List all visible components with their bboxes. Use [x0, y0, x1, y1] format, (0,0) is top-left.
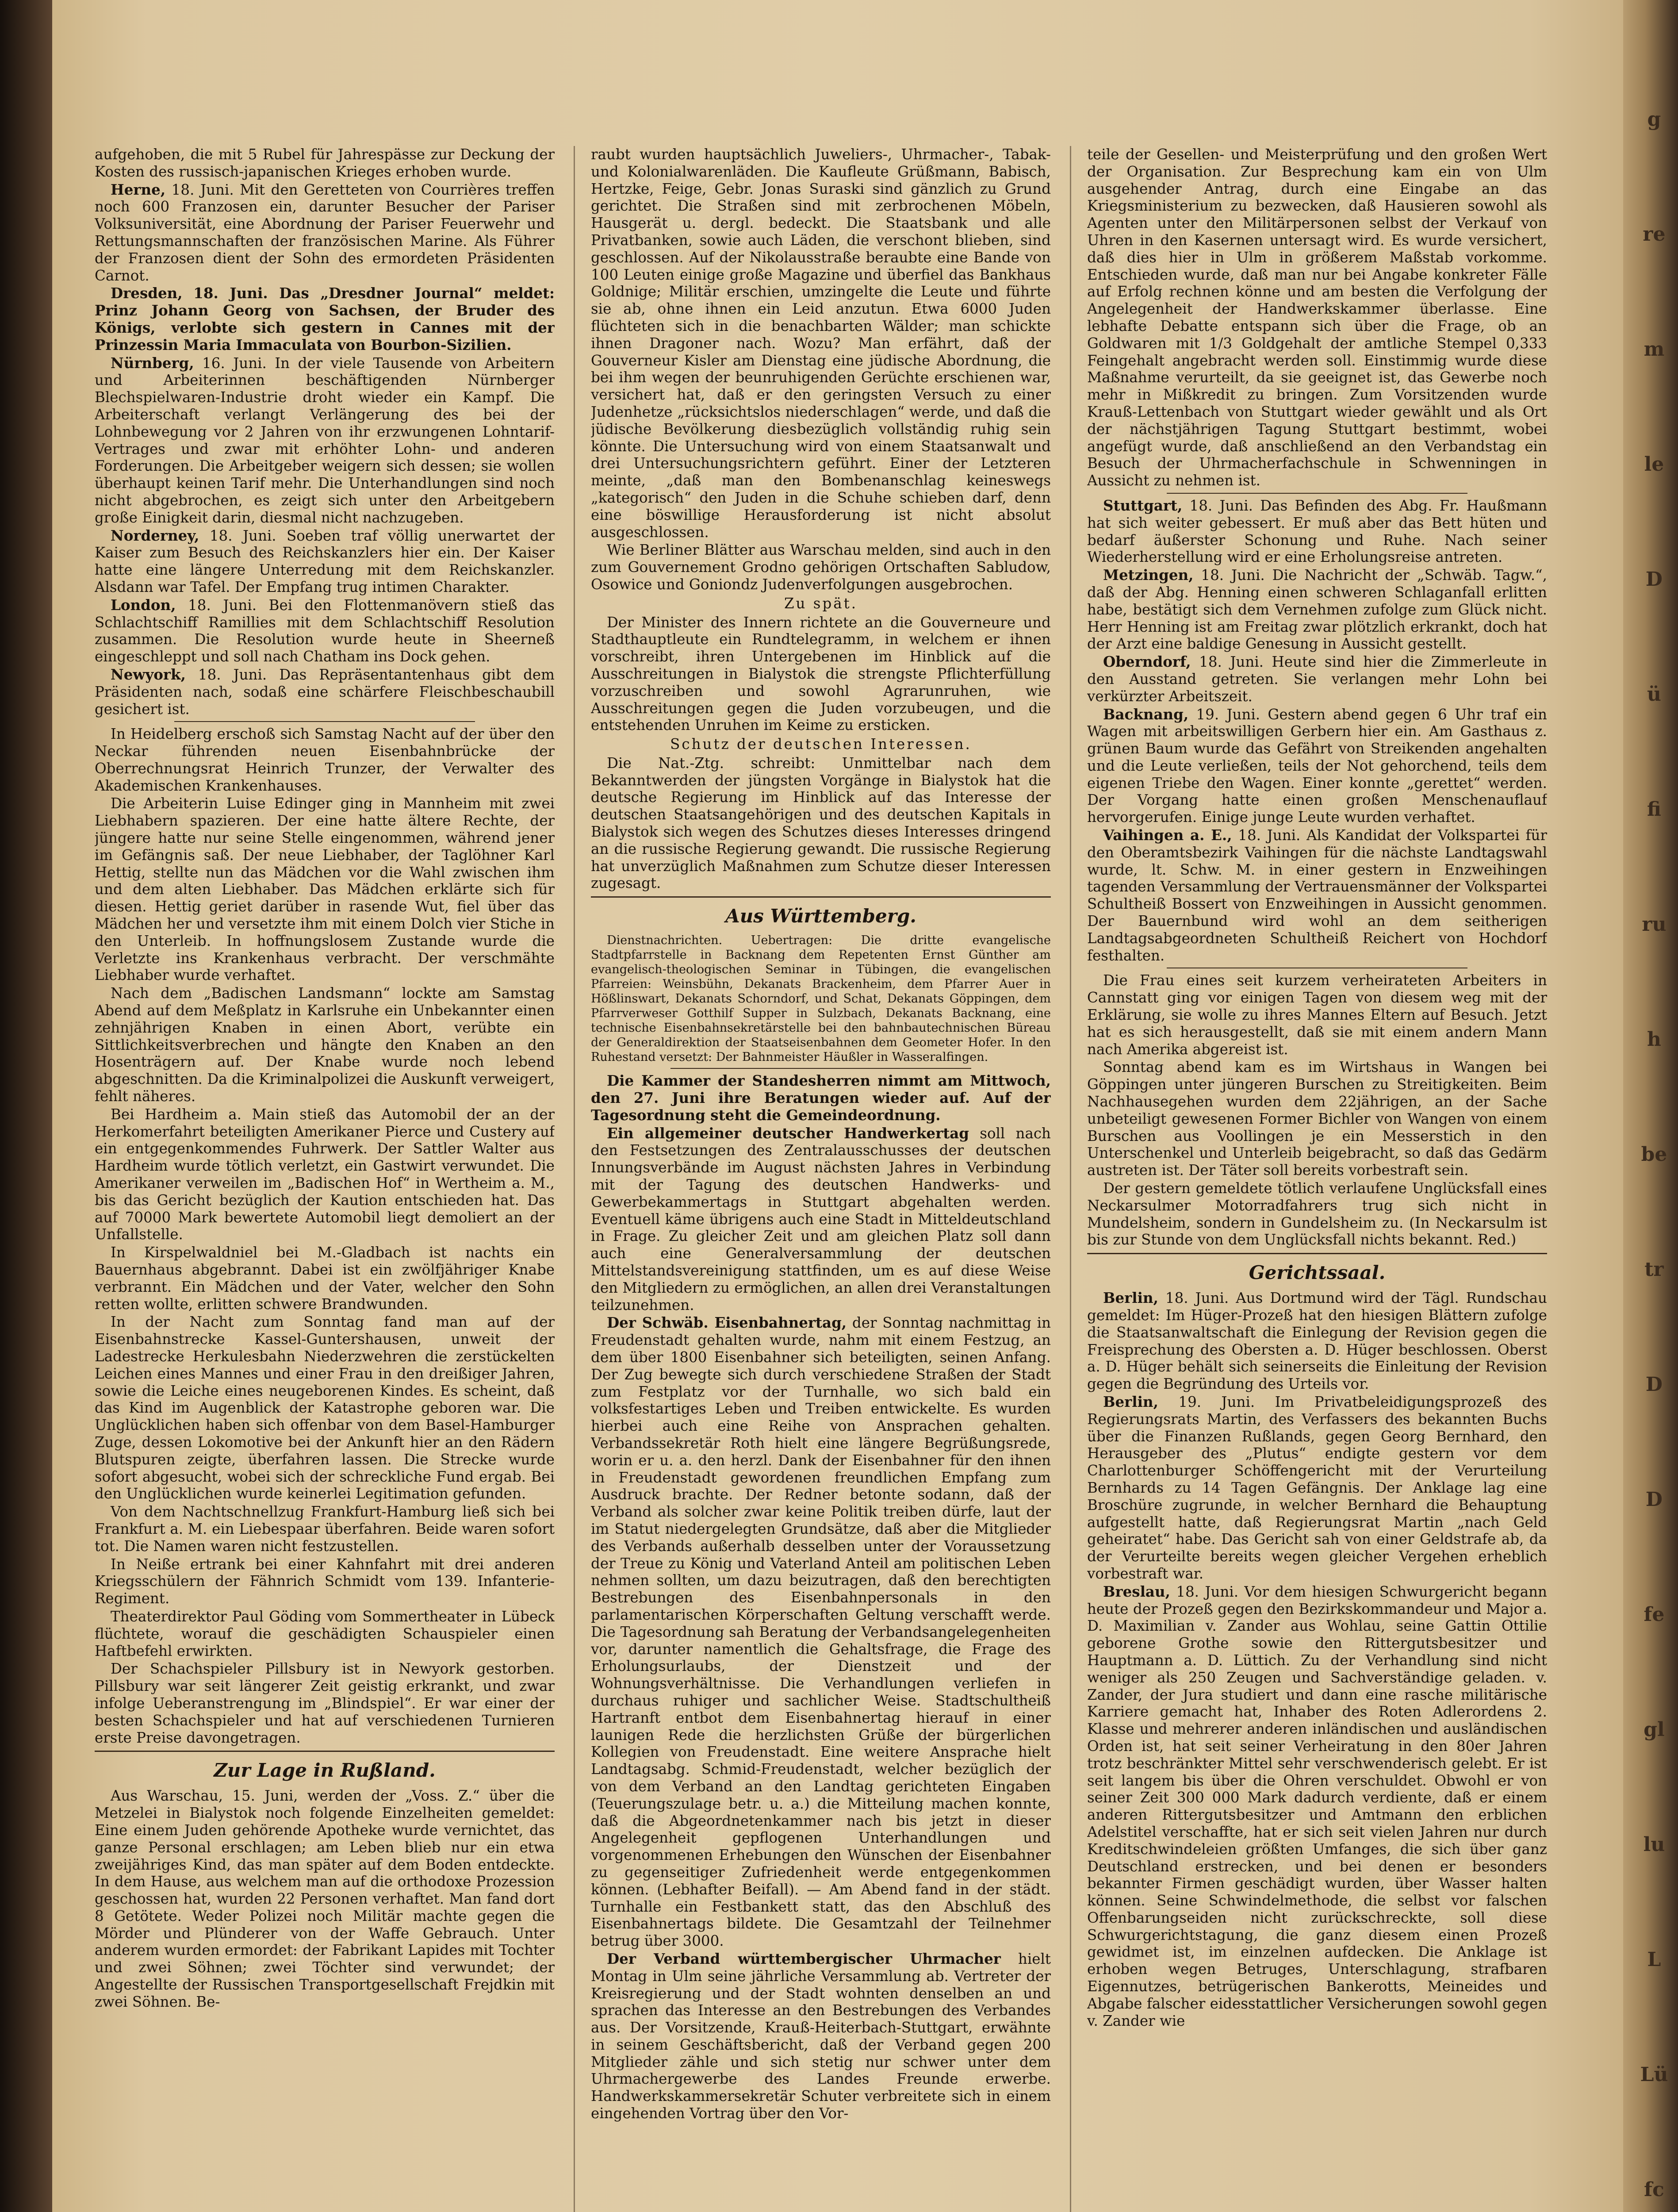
edge-fragment: le: [1644, 453, 1664, 476]
news-item: Die Frau eines seit kurzem verheirateten Arbeiters in Cannstatt ging vor einigen Tagen von diesem weg mit der Erklärung, sie wolle zu ihres Mannes Eltern auf Besuch. Jetzt hat es sich herausgestellt, daß sie mit einem andern Mann nach Amerika abgereist ist.: [1087, 972, 1547, 1058]
news-item: Nach dem „Badischen Landsmann“ lockte am Samstag Abend auf dem Meßplatz in Karlsruhe ein Unbekannter einen zehnjährigen Knaben in einen Abort, verübte ein Sittlichkeitsverbrechen und hängte den Knaben an den Hosenträgern auf. Der Knabe wurde noch lebend abgeschnitten. Da die Kriminalpolizei die Auskunft verweigert, fehlt näheres.: [95, 985, 555, 1105]
article-text: Wie Berliner Blätter aus Warschau melden, sind auch in den zum Gouvernement Grodno gehörigen Ortschaften Sabludow, Osowice und Goniondz Judenverfolgungen ausgebrochen.: [591, 541, 1051, 593]
next-page-edge-text: [1636, 53, 1672, 2212]
edge-fragment: D: [1645, 1488, 1663, 1511]
news-item: Bei Hardheim a. Main stieß das Automobil der an der Herkomerfahrt beteiligten Amerikaner Pierce und Custery auf ein entgegenkommendes Fuhrwerk. Der Sattler Walter aus Hardheim wurde tötlich verletzt, ein Gastwirt verwundet. Die Amerikaner verweilen im „Badischen Hof“ in Wertheim a. M., bis das Gericht bezüglich der Kaution entschieden hat. Das auf 70000 Mark bewertete Automobil liegt demoliert an der Unfallstelle.: [95, 1106, 555, 1243]
edge-fragment: gl: [1644, 1718, 1665, 1741]
item-heading: Der Verband württembergischer Uhrmacher: [607, 1950, 1001, 1967]
news-text: 18. Juni. Vor dem hiesigen Schwurgericht begann heute der Prozeß gegen den Bezirkskommandeur und Major a. D. Maximilian v. Zander aus Wohlau, seine Gattin Ottilie geborene Grothe sowie den Rittergutsbesitzer und Hauptmann a. D. Lüttich. Zu der Verhandlung sind nicht weniger als 250 Zeugen und Sachverständige geladen. v. Zander, der Jura studiert und dann eine rasche militärische Karriere gemacht hat, Inhaber des Roten Adlerordens 2. Klasse und mehrerer anderen inländischen und ausländischen Orden ist, hat seit seiner Verheiratung in den 80er Jahren trotz beschränkter Mittel sehr verschwenderisch gelebt. Er ist seit langem bis über die Ohren verschuldet. Obwohl er von seiner Zeit 300 000 Mark dadurch verdiente, daß er einem anderen Rittergutsbesitzer und Amtmann den erblichen Adelstitel verschaffte, hat er sich seit vielen Jahren nur durch Kreditschwindeleien größten Umfanges, die sich über ganz Deutschland erstrecken, und bei denen er besonders bekannter Firmen geschädigt wurden, über Wasser halten können. Seine Schwindelmethode, die selbst vor falschen Offenbarungseiden nicht zurückschreckte, soll diese Schwurgerichtstagung, die ganz diesem einen Prozeß gewidmet ist, im einzelnen aufdecken. Die Anklage ist erhoben wegen Betruges, Unterschlagung, strafbaren Eigennutzes, betrügerischen Bankerotts, Meineides und Abgabe falscher eidesstattlicher Versicherungen sowohl gegen v. Zander wie: [1087, 1583, 1547, 2029]
news-text: 18. Juni. Bei den Flottenmanövern stieß das Schlachtschiff Ramillies mit dem Schlachtschiff Resolution zusammen. Die Resolution wurde heute in Sheerneß eingeschleppt und soll nach Chatham ins Dock gehen.: [95, 596, 555, 665]
section-divider: [591, 896, 1051, 898]
article-text: raubt wurden hauptsächlich Juweliers-, Uhrmacher-, Tabak- und Kolonialwarenläden. Die Kaufleute Grüßmann, Babisch, Hertzke, Feige, Gebr. Jonas Suraski sind gänzlich zu Grund gerichtet. Die Straßen sind mit zerbrochenen Möbeln, Hausgerät u. dergl. bedeckt. Die Staatsbank und alle Privatbanken, sowie auch Läden, die verschont blieben, sind geschlossen. Auf der Nikolausstraße beraubte eine Bande von 100 Leuten einige große Magazine und überfiel das Bankhaus Goldnige; Militär erschien, umzingelte die Leute und führte sie ab, ohne ihnen ein Leid anzutun. Etwa 6000 Juden flüchteten sich in die benachbarten Wälder; man schickte ihnen Dragoner nach. Wozu? Man erfährt, daß der Gouverneur Kisler am Dienstag eine jüdische Abordnung, die bei ihm wegen der beunruhigenden Gerüchte erschienen war, versichert hat, daß er den geringsten Versuch zu einer Judenhetze „rücksichtslos niederschlagen“ werde, und daß die jüdische Bevölkerung diesbezüglich vollständig ruhig sein könnte. Die Untersuchung wird von einem Staatsanwalt und drei Untersuchungsrichtern geführt. Einer der Letzteren meinte, „daß man den Bombenanschlag keineswegs „kategorisch“ den Juden in die Schuhe schieben darf, denn eine böswillige Herausforderung ist nicht absolut ausgeschlossen.: [591, 146, 1051, 541]
article-text: Der Minister des Innern richtete an die Gouverneure und Stadthauptleute ein Rundtelegramm, in welchem er ihnen vorschreibt, ihren Untergebenen im Hinblick auf die Ausschreitungen in Bialystok die strengste Pflichterfüllung vorzuschreiben und sowohl Agrarunruhen, wie Ausschreitungen gegen die Juden vorzubeugen, und die entstehenden Unruhen im Keime zu ersticken.: [591, 614, 1051, 734]
news-item: [95, 285, 555, 353]
article-text: Die Nat.-Ztg. schreibt: Unmittelbar nach dem Bekanntwerden der jüngsten Vorgänge in Bialystok hat die deutsche Regierung im Hinblick auf das Interesse der deutschen Staatsangehörigen und des deutschen Kapitals in Bialystok sich wegen des Schutzes dieses Interesses dringend an die russische Regierung gewandt. Die russische Regierung hat unverzüglich Maßnahmen zum Schutze dieser Interessen zugesagt.: [591, 754, 1051, 892]
news-item: [591, 1072, 1051, 1124]
dateline: Norderney,: [111, 526, 199, 544]
news-item: Der Schachspieler Pillsbury ist in Newyork gestorben. Pillsbury war seit längerer Zeit geistig erkrankt, und zwar infolge Ueberanstrengung im „Blindspiel“. Er war einer der besten Schachspieler und hat auf verschiedenen Turnieren erste Preise davongetragen.: [95, 1660, 555, 1746]
edge-fragment: fc: [1644, 2178, 1664, 2201]
news-text: 18. Juni. Das Repräsentantenhaus gibt dem Präsidenten nach, sodaß eine schärfere Fleischbeschaubill gesichert ist.: [95, 666, 555, 718]
column-1: [95, 146, 555, 2212]
news-text: 18. Juni. Das Befinden des Abg. Fr. Haußmann hat sich weiter gebessert. Er muß aber das Bett hüten und bedarf äußerster Schonung und Ruhe. Nach seiner Wiederherstellung wird er eine Erholungsreise antreten.: [1087, 497, 1547, 566]
subheading: Zu spät.: [784, 595, 858, 612]
dateline: Berlin,: [1103, 1393, 1158, 1410]
edge-fragment: tr: [1644, 1258, 1664, 1281]
article-text: teile der Gesellen- und Meisterprüfung und den großen Wert der Organisation. Zur Besprechung kam ein von Ulm ausgehender Antrag, durch eine Eingabe an das Kriegsministerium zu bezwecken, daß Hausieren sowohl als Agenten unter den Militärpersonen selbst der Verkauf von Uhren in den Kasernen untersagt wird. Es wurde versichert, daß dies hier in Ulm in größerem Maßstab vorkomme. Entschieden wurde, daß man nur bei Angabe konkreter Fälle auf Erfolg rechnen könne und am besten die Verfolgung der Angelegenheit der Handwerkskammer überlasse. Eine lebhafte Debatte entspann sich über die Frage, ob an Goldwaren mit 1/3 Goldgehalt der amtliche Stempel 0,333 Feingehalt angebracht werden soll. Einstimmig wurde diese Maßnahme verurteilt, da sie geeignet ist, das Gewerbe noch mehr in Mißkredit zu bringen. Zum Vorsitzenden wurde Krauß-Lettenbach von Stuttgart wieder gewählt und als Ort der nächstjährigen Tagung Stuttgart bestimmt, wobei angefügt wurde, daß anschließend an den Verbandstag ein Besuch der Uhrmacherfachschule in Schwenningen in Aussicht zu nehmen ist.: [1087, 146, 1547, 489]
news-item: [1087, 1394, 1547, 1582]
dateline: Dresden,: [111, 284, 183, 302]
news-item: [1087, 497, 1547, 566]
edge-fragment: ü: [1647, 683, 1661, 706]
subheading: Schutz der deutschen Interessen.: [670, 736, 972, 753]
edge-fragment: D: [1645, 1373, 1663, 1396]
news-text: 18. Juni. Die Nachricht der „Schwäb. Tagw.“, daß der Abg. Henning einen schweren Schlaganfall erlitten habe, bestätigt sich dem Vernehmen zufolge zum Glück nicht. Herr Henning ist am Freitag zwar plötzlich erkrankt, doch hat der Arzt eine baldige Genesung in Aussicht gestellt.: [1087, 567, 1547, 653]
news-item: [95, 527, 555, 596]
column-3: [1087, 146, 1547, 2212]
news-item: [95, 666, 555, 718]
news-item: [95, 181, 555, 284]
news-item: [1087, 827, 1547, 964]
edge-fragment: fe: [1644, 1603, 1665, 1626]
edge-fragment: re: [1643, 223, 1666, 246]
section-heading-gerichtssaal: Gerichtssaal.: [1249, 1262, 1386, 1284]
news-item: Der gestern gemeldete tötlich verlaufene Unglücksfall eines Neckarsulmer Motorradfahrers trug sich nicht in Mundelsheim, sondern in Gundelsheim zu. (In Neckarsulm ist bis zur Stunde von dem Unglücksfall nichts bekannt. Red.): [1087, 1180, 1547, 1248]
news-text: soll nach den Festsetzungen des Zentralausschusses der deutschen Innungsverbände im August nächsten Jahres in Verbindung mit der Tagung des deutschen Handwerks- und Gewerbekammertags in Stuttgart abgehalten werden. Eventuell käme übrigens auch eine Stadt in Mitteldeutschland in Frage. Zu gleicher Zeit und am gleichen Platz soll dann auch eine Generalversammlung der deutschen Mittelstandsvereinigung stattfinden, um es auf diese Weise den Mitgliedern zu ermöglichen, an allen drei Veranstaltungen teilzunehmen.: [591, 1125, 1051, 1313]
news-item: In Neiße ertrank bei einer Kahnfahrt mit drei anderen Kriegsschülern der Fähnrich Schmidt vom 139. Infanterie-Regiment.: [95, 1555, 555, 1607]
news-item: In Kirspelwaldniel bei M.-Gladbach ist nachts ein Bauernhaus abgebrannt. Dabei ist ein zwölfjähriger Knabe verbrannt. Ein Mädchen und der Vater, welcher den Sohn retten wollte, erlitten schwere Brandwunden.: [95, 1244, 555, 1313]
edge-fragment: m: [1644, 338, 1665, 361]
dateline: Oberndorf,: [1103, 653, 1191, 671]
column-2: [591, 146, 1051, 2212]
dateline: Backnang,: [1103, 705, 1189, 723]
news-item: [1087, 1583, 1547, 2030]
dateline: Vaihingen a. E.,: [1103, 826, 1232, 844]
divider: [670, 1068, 971, 1069]
edge-fragment: g: [1647, 108, 1661, 131]
dateline: Nürnberg,: [111, 354, 194, 372]
news-item: [1087, 1290, 1547, 1393]
news-text: der Sonntag nachmittag in Freudenstadt gehalten wurde, nahm mit einem Festzug, an dem über 1800 Eisenbahner sich beteiligten, seinen Anfang. Der Zug bewegte sich durch verschiedene Straßen der Stadt zum Festplatz vor der Turnhalle, wo sich bald ein volksfestartiges Leben und Treiben entwickelte. Es wurden hierbei auch eine Reihe von Ansprachen gehalten. Verbandssekretär Roth hielt eine längere Begrüßungsrede, worin er u. a. den herzl. Dank der Eisenbahner für den ihnen in Freudenstadt gewordenen freundlichen Empfang zum Ausdruck brachte. Der Redner betonte sodann, daß der Verband als solcher zwar keine Politik treiben dürfe, laut der im Statut niedergelegten Grundsätze, daß aber die Mitglieder des Verbands außerhalb desselben unter der Voraussetzung der Treue zu König und Vaterland Anteil am politischen Leben nehmen sollten, um dazu beizutragen, daß den berechtigten Bestrebungen des Eisenbahnpersonals in den parlamentarischen Körperschaften Geltung verschafft werde. Die Tagesordnung sah Beratung der Verbandsangelegenheiten vor, darunter namentlich die Gehaltsfrage, die Frage des Erholungsurlaubs, der Dienstzeit und der Wohnungsverhältnisse. Die Verhandlungen verliefen in durchaus ruhiger und sachlicher Weise. Stadtschultheiß Hartranft entbot dem Eisenbahnertag hierauf in einer launigen Rede die herzlichsten Grüße der bürgerlichen Kollegien von Freudenstadt. Eine weitere Ansprache hielt Landtagsabg. Schmid-Freudenstadt, welcher bezüglich der von dem Verband an den Landtag gerichteten Eingaben (Teuerungszulage betr. u. a.) die Mitteilung machen konnte, daß die Abgeordnetenkammer nach bis jetzt in dieser Angelegenheit gepflogenen Unterhandlungen und vorgenommenen Erhebungen den Wünschen der Eisenbahner zu gegenseitiger Zufriedenheit werde entgegenkommen können. (Lebhafter Beifall). — Am Abend fand in der städt. Turnhalle ein Festbankett statt, das den Abschluß des Eisenbahnertags bildete. Die Gesamtzahl der Teilnehmer betrug über 3000.: [591, 1314, 1051, 1950]
news-item: [591, 1951, 1051, 2122]
news-text: 18. Juni. Heute sind hier die Zimmerleute in den Ausstand getreten. Sie verlangen mehr Lohn bei verkürzter Arbeitszeit.: [1087, 653, 1547, 705]
news-item: [1087, 567, 1547, 653]
dateline: London,: [111, 596, 176, 614]
news-text: 18. Juni. Als Kandidat der Volkspartei für den Oberamtsbezirk Vaihingen für die nächste Landtagswahl wurde, lt. Schw. M. in einer gestern in Enzweihingen tagenden Versammlung der Vertrauensmänner der Volkspartei Schultheiß Bossert von Enzweihingen in Aussicht genommen. Der Bauernbund wird wohl an dem seitherigen Landtagsabgeordneten Schultheiß Reichert von Hochdorf festhalten.: [1087, 827, 1547, 964]
news-item: Von dem Nachtschnellzug Frankfurt-Hamburg ließ sich bei Frankfurt a. M. ein Liebespaar überfahren. Beide waren sofort tot. Die Namen waren nicht festzustellen.: [95, 1503, 555, 1555]
item-heading: Ein allgemeiner deutscher Handwerkertag: [607, 1124, 969, 1142]
news-item: [591, 1125, 1051, 1314]
news-text: 16. Juni. In der viele Tausende von Arbeitern und Arbeiterinnen beschäftigenden Nürnberger Blechspielwaren-Industrie droht wieder ein Kampf. Die Arbeiterschaft verlangt Verlängerung des bei der Lohnbewegung vor 2 Jahren von ihr erzwungenen Lohntarif-Vertrages und zwar mit erhöhter Lohn- und anderen Forderungen. Die Arbeitgeber weigern sich dessen; sie wollen überhaupt keinen Tarif mehr. Die Unterhandlungen sind noch nicht abgebrochen, es zeigt sich unter den Arbeitgebern große Einigkeit darin, diesmal nicht nachzugeben.: [95, 354, 555, 526]
article-text: Aus Warschau, 15. Juni, werden der „Voss. Z.“ über die Metzelei in Bialystok noch folgende Einzelheiten gemeldet: Eine einem Juden gehörende Apotheke wurde vernichtet, das ganze Personal erschlagen; am Leben blieb nur ein etwa zweijähriges Kind, das man später auf dem Boden entdeckte. In dem Hause, aus welchem man auf die orthodoxe Prozession geschossen hat, wurden 22 Personen verhaftet. Man fand dort 8 Getötete. Weder Polizei noch Militär machte gegen die Mörder und Plünderer von der Waffe Gebrauch. Unter anderem wurden ermordet: der Fabrikant Lapides mit Tochter und zwei Söhnen; zwei Töchter sind verwundet; der Angestellte der Russischen Transportgesellschaft Frejdkin mit zwei Söhnen. Be-: [95, 1787, 555, 2010]
edge-fragment: be: [1641, 1143, 1667, 1166]
divider: [1167, 493, 1467, 494]
edge-fragment: D: [1645, 568, 1663, 591]
edge-fragment: Lü: [1640, 2063, 1668, 2086]
news-text: 19. Juni. Im Privatbeleidigungsprozeß des Regierungsrats Martin, des Verfassers des bekannten Buchs über die Finanzen Rußlands, gegen Georg Bernhard, den Herausgeber des „Plutus“ endigte gestern vor dem Charlottenburger Schöffengericht mit der Verurteilung Bernhards zu 14 Tagen Gefängnis. Der Anklage lag eine Broschüre zugrunde, in welcher Bernhard die Behauptung aufgestellt hatte, daß Regierungsrat Martin „nach Geld geheiratet“ habe. Das Gericht sah von einer Geldstrafe ab, da der Verurteilte bereits wegen gleicher Vergehen erheblich vorbestraft war.: [1087, 1393, 1547, 1582]
news-item: [95, 355, 555, 526]
news-text: 18. Juni. Aus Dortmund wird der Tägl. Rundschau gemeldet: Im Hüger-Prozeß hat den hiesigen Blättern zufolge die Staatsanwaltschaft die Einlegung der Revision gegen die Freisprechung des Obersten a. D. Hüger beschlossen. Oberst a. D. Hüger behält sich seinerseits die Einleitung der Revision gegen die Begründung des Urteils vor.: [1087, 1290, 1547, 1393]
edge-fragment: ru: [1642, 913, 1667, 936]
section-divider: [95, 1751, 555, 1752]
news-item: [591, 1314, 1051, 1949]
news-text: 18. Juni. Mit den Geretteten von Courrières treffen noch 600 Franzosen ein, darunter Besucher der Pariser Volksuniversität, eine Abordnung der Pariser Feuerwehr und Rettungsmannschaften der französischen Marine. Als Führer der Franzosen dient der Sohn des ermordeten Präsidenten Carnot.: [95, 181, 555, 284]
book-binding: [0, 0, 52, 2212]
item-heading: Die Kammer der Standesherren: [607, 1072, 871, 1090]
divider: [174, 721, 475, 722]
news-text: nimmt am Mittwoch, den 27. Juni ihre Beratungen wieder auf. Auf der Tagesordnung steht die Gemeindeordnung.: [591, 1072, 1051, 1124]
news-item: In Heidelberg erschoß sich Samstag Nacht auf der über den Neckar führenden neuen Eisenbahnbrücke der Oberrechnungsrat Heinrich Trunzer, der Verwalter des Akademischen Krankenhauses.: [95, 726, 555, 794]
news-text: 19. Juni. Gestern abend gegen 6 Uhr traf ein Wagen mit arbeitswilligen Gerbern hier ein. Am Gasthaus z. grünen Baum wurde das Gefährt von Streikenden angehalten und die Leute verließen, teils der Not gehorchend, teils dem eigenen Triebe den Wagen. Einer konnte „gerettet“ werden. Der Vorgang hatte einen großen Menschenauflauf hervorgerufen. Einige junge Leute wurden verhaftet.: [1087, 706, 1547, 826]
section-heading-russia: Zur Lage in Rußland.: [214, 1759, 436, 1782]
dateline: Metzingen,: [1103, 566, 1194, 584]
article-text: aufgehoben, die mit 5 Rubel für Jahrespässe zur Deckung der Kosten des russisch-japanischen Krieges erhoben wurde.: [95, 146, 555, 180]
news-item: [1087, 706, 1547, 826]
edge-fragment: fi: [1647, 798, 1661, 821]
news-item: Sonntag abend kam es im Wirtshaus in Wangen bei Göppingen unter jüngeren Burschen zu Streitigkeiten. Beim Nachhausegehen wurden dem 22jährigen, an der Sache unbeteiligt gewesenen Former Bichler von Wangen von einem Burschen aus Voollingen je ein Messerstich in den Unterschenkel und Unterleib beigebracht, so daß das Gedärm austreten ist. Der Täter soll bereits vorbestraft sein.: [1087, 1059, 1547, 1179]
news-text: hielt Montag in Ulm seine jährliche Versammlung ab. Vertreter der Kreisregierung und der Stadt wohnten denselben an und sprachen das Interesse an den Bestrebungen des Verbandes aus. Der Vorsitzende, Krauß-Heiterbach-Stuttgart, erwähnte in seinem Geschäftsbericht, daß der Verband gegen 200 Mitglieder zähle und sich stetig nur schwer unter dem Uhrmachergewerbe des Landes Freunde erwerbe. Handwerkskammersekretär Schuter verbreitete sich in einem eingehenden Vortrag über den Vor-: [591, 1950, 1051, 2122]
edge-fragment: L: [1647, 1948, 1661, 1971]
dateline: Newyork,: [111, 665, 186, 683]
news-item: [1087, 653, 1547, 705]
column-rule: [1070, 146, 1071, 2212]
section-divider: [1087, 1253, 1547, 1254]
news-item: Die Arbeiterin Luise Edinger ging in Mannheim mit zwei Liebhabern spazieren. Der eine hatte ältere Rechte, der jüngere hatte nur seine Stelle eingenommen, während jener im Gefängnis saß. Der neue Liebhaber, der Taglöhner Karl Hettig, stellte nun das Mädchen vor die Wahl zwischen ihm und dem alten Liebhaber. Das Mädchen erklärte sich für diesen. Hettig geriet darüber in rasende Wut, fiel über das Mädchen her und versetzte ihm mit einem Dolch vier Stiche in den Unterleib. In hoffnungslosem Zustande wurde die Verletzte ins Krankenhaus verbracht. Der verschmähte Liebhaber wurde verhaftet.: [95, 795, 555, 984]
column-rule: [574, 146, 575, 2212]
news-text: 18. Juni. Soeben traf völlig unerwartet der Kaiser zum Besuch des Reichskanzlers hier ein. Der Kaiser hatte eine längere Unterredung mit dem Reichskanzler. Alsdann war Tafel. Der Empfang trug intimen Charakter.: [95, 527, 555, 595]
dateline: Breslau,: [1103, 1582, 1170, 1600]
edge-fragment: h: [1647, 1028, 1661, 1051]
news-item: [95, 597, 555, 665]
dateline: Herne,: [111, 180, 166, 198]
official-notices: Dienstnachrichten. Uebertragen: Die dritte evangelische Stadtpfarrstelle in Backnang dem Repetenten Ernst Günther am evangelisch-theologischen Seminar in Tübingen, die evangelischen Pfarreien: Weinsbühn, Dekanats Brackenheim, dem Pfarrer Auer in Hößlinswart, Dekanats Schorndorf, und Schat, Dekanats Göppingen, dem Pfarrverweser Gotthilf Supper in Sulzbach, Dekanats Backnang, eine technische Eisenbahnsekretärstelle bei den bahnbautechnischen Büreau der Generaldirektion der Staatseisenbahnen dem Geometer Hofer. In den Ruhestand versetzt: Der Bahnmeister Häußler in Wasseralfingen.: [591, 933, 1051, 1064]
news-text: 18. Juni. Das „Dresdner Journal“ meldet: Prinz Johann Georg von Sachsen, der Bruder des Königs, verlobte sich gestern in Cannes mit der Prinzessin Maria Immaculata von Bourbon-Sizilien.: [95, 284, 555, 353]
news-item: Theaterdirektor Paul Göding vom Sommertheater in Lübeck flüchtete, worauf die geschädigten Schauspieler einen Haftbefehl erwirkten.: [95, 1608, 555, 1659]
item-heading: Der Schwäb. Eisenbahnertag,: [607, 1314, 847, 1332]
edge-fragment: lu: [1643, 1833, 1665, 1856]
dateline: Berlin,: [1103, 1289, 1158, 1307]
section-heading-wuerttemberg: Aus Württemberg.: [725, 905, 916, 927]
dateline: Stuttgart,: [1103, 496, 1183, 514]
news-item: In der Nacht zum Sonntag fand man auf der Eisenbahnstrecke Kassel-Guntershausen, unweit der Ladestrecke Herkulesbahn Niederzwehren die zerstückelten Leichen eines Mannes und einer Frau in den dreißiger Jahren, sowie die Leiche eines neugeborenen Kindes. Es scheint, daß das Kind im Augenblick der Katastrophe geboren war. Die Unglücklichen haben sich offenbar von dem Basel-Hamburger Zuge, dessen Lokomotive bei der Ankunft hier an den Rädern Blutspuren zeigte, überfahren lassen. Die Strecke wurde sofort abgesucht, wobei sich der schreckliche Fund ergab. Bei den Unglücklichen wurde keinerlei Legitimation gefunden.: [95, 1313, 555, 1502]
